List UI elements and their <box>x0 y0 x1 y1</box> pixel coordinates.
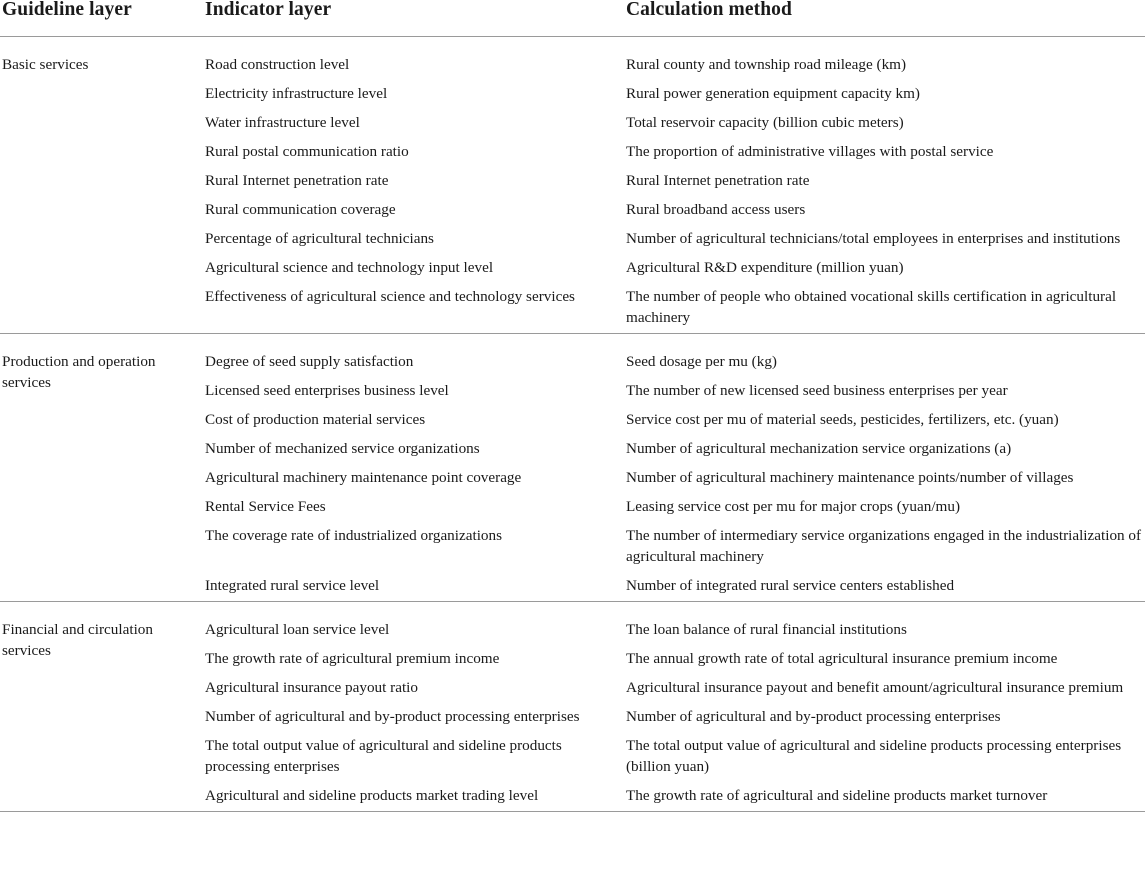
calculation-method-text: Number of agricultural machinery maintenance points/number of villages <box>626 469 1074 486</box>
calculation-method-cell <box>626 137 1145 166</box>
calculation-method-text: Rural county and township road mileage (km) <box>626 56 907 73</box>
table-row <box>0 37 1145 80</box>
indicator-cell <box>205 521 626 571</box>
calculation-method-cell <box>626 334 1145 377</box>
indicator-text: Agricultural loan service level <box>205 621 390 638</box>
calculation-method-cell <box>626 571 1145 602</box>
indicator-cell <box>205 282 626 334</box>
calculation-method-cell <box>626 644 1145 673</box>
calculation-method-text: Leasing service cost per mu for major crops (yuan/mu) <box>626 498 961 515</box>
indicator-cell <box>205 334 626 377</box>
indicator-text: Rental Service Fees <box>205 498 326 515</box>
indicator-cell <box>205 376 626 405</box>
indicator-cell <box>205 434 626 463</box>
indicator-text: The total output value of agricultural and sideline products processing enterprises <box>205 737 562 775</box>
calculation-method-cell <box>626 108 1145 137</box>
calculation-method-cell <box>626 731 1145 781</box>
calculation-method-text: Number of agricultural mechanization service organizations (a) <box>626 440 1012 457</box>
indicator-text: Road construction level <box>205 56 350 73</box>
calculation-method-text: Rural Internet penetration rate <box>626 172 810 189</box>
indicator-text: Number of mechanized service organizations <box>205 440 480 457</box>
calculation-method-text: Seed dosage per mu (kg) <box>626 353 777 370</box>
indicator-text: Effectiveness of agricultural science and technology services <box>205 288 575 305</box>
indicator-text: Agricultural machinery maintenance point coverage <box>205 469 522 486</box>
indicator-text: Rural communication coverage <box>205 201 396 218</box>
indicator-cell <box>205 224 626 253</box>
calculation-method-text: The total output value of agricultural and sideline products processing enterprises (billion yuan) <box>626 737 1122 775</box>
calculation-method-text: Rural power generation equipment capacity km) <box>626 85 920 102</box>
indicator-text: Licensed seed enterprises business level <box>205 382 449 399</box>
indicator-text: Agricultural insurance payout ratio <box>205 679 418 696</box>
indicator-text: Number of agricultural and by-product processing enterprises <box>205 708 580 725</box>
indicator-text: The coverage rate of industrialized organizations <box>205 527 503 544</box>
indicator-cell <box>205 37 626 80</box>
calculation-method-cell <box>626 253 1145 282</box>
guideline-layer-cell: Production and operation services <box>2 353 156 391</box>
header-guideline-layer: Guideline layer <box>0 0 205 37</box>
indicator-text: Rural Internet penetration rate <box>205 172 389 189</box>
header-calculation-method: Calculation method <box>626 0 1145 37</box>
indicator-cell <box>205 108 626 137</box>
calculation-method-text: Number of agricultural technicians/total employees in enterprises and institutions <box>626 230 1121 247</box>
indicator-text: Percentage of agricultural technicians <box>205 230 434 247</box>
calculation-method-cell <box>626 702 1145 731</box>
calculation-method-cell <box>626 521 1145 571</box>
calculation-method-cell <box>626 79 1145 108</box>
calculation-method-cell <box>626 463 1145 492</box>
indicator-text: Integrated rural service level <box>205 577 380 594</box>
calculation-method-text: The number of people who obtained vocational skills certification in agricultural machinery <box>626 288 1117 326</box>
indicator-text: Water infrastructure level <box>205 114 360 131</box>
calculation-method-cell <box>626 602 1145 645</box>
calculation-method-cell <box>626 195 1145 224</box>
header-indicator-layer: Indicator layer <box>205 0 626 37</box>
indicator-text: Agricultural and sideline products market trading level <box>205 787 539 804</box>
guideline-layer-cell: Financial and circulation services <box>2 621 153 659</box>
calculation-method-cell <box>626 492 1145 521</box>
indicator-cell <box>205 166 626 195</box>
indicator-cell <box>205 644 626 673</box>
indicator-text: Agricultural science and technology input level <box>205 259 494 276</box>
calculation-method-cell <box>626 166 1145 195</box>
guideline-layer-cell: Basic services <box>2 56 89 73</box>
calculation-method-text: The proportion of administrative villages with postal service <box>626 143 994 160</box>
header-row <box>0 0 1145 37</box>
indicator-cell <box>205 137 626 166</box>
calculation-method-text: Number of agricultural and by-product processing enterprises <box>626 708 1001 725</box>
indicator-text: Cost of production material services <box>205 411 426 428</box>
indicator-text: Electricity infrastructure level <box>205 85 388 102</box>
indicator-cell <box>205 781 626 812</box>
calculation-method-text: Total reservoir capacity (billion cubic meters) <box>626 114 904 131</box>
indicator-cell <box>205 492 626 521</box>
indicator-cell <box>205 253 626 282</box>
indicator-cell <box>205 731 626 781</box>
indicator-cell <box>205 571 626 602</box>
calculation-method-text: The annual growth rate of total agricultural insurance premium income <box>626 650 1058 667</box>
indicator-cell <box>205 195 626 224</box>
calculation-method-cell <box>626 781 1145 812</box>
table-header <box>0 0 1145 37</box>
indicator-text: Rural postal communication ratio <box>205 143 409 160</box>
indicator-cell <box>205 405 626 434</box>
calculation-method-text: Agricultural insurance payout and benefit amount/agricultural insurance premium <box>626 679 1124 696</box>
calculation-method-cell <box>626 405 1145 434</box>
calculation-method-text: Rural broadband access users <box>626 201 806 218</box>
calculation-method-text: Agricultural R&D expenditure (million yuan) <box>626 259 904 276</box>
indicator-cell <box>205 702 626 731</box>
table-row <box>0 334 1145 377</box>
indicator-cell <box>205 673 626 702</box>
indicator-cell <box>205 602 626 645</box>
calculation-method-text: Service cost per mu of material seeds, pesticides, fertilizers, etc. (yuan) <box>626 411 1059 428</box>
calculation-method-text: Number of integrated rural service centers established <box>626 577 955 594</box>
calculation-method-text: The number of intermediary service organizations engaged in the industrialization of agricultural machinery <box>626 527 1142 565</box>
calculation-method-cell <box>626 37 1145 80</box>
calculation-method-text: The loan balance of rural financial institutions <box>626 621 907 638</box>
indicator-cell <box>205 79 626 108</box>
calculation-method-cell <box>626 434 1145 463</box>
indicator-text: The growth rate of agricultural premium income <box>205 650 500 667</box>
calculation-method-text: The number of new licensed seed business enterprises per year <box>626 382 1008 399</box>
indicator-cell <box>205 463 626 492</box>
calculation-method-cell <box>626 282 1145 334</box>
calculation-method-text: The growth rate of agricultural and sideline products market turnover <box>626 787 1048 804</box>
calculation-method-cell <box>626 376 1145 405</box>
calculation-method-cell <box>626 673 1145 702</box>
calculation-method-cell <box>626 224 1145 253</box>
indicator-text: Degree of seed supply satisfaction <box>205 353 414 370</box>
table-body <box>0 37 1145 812</box>
table-row <box>0 602 1145 645</box>
